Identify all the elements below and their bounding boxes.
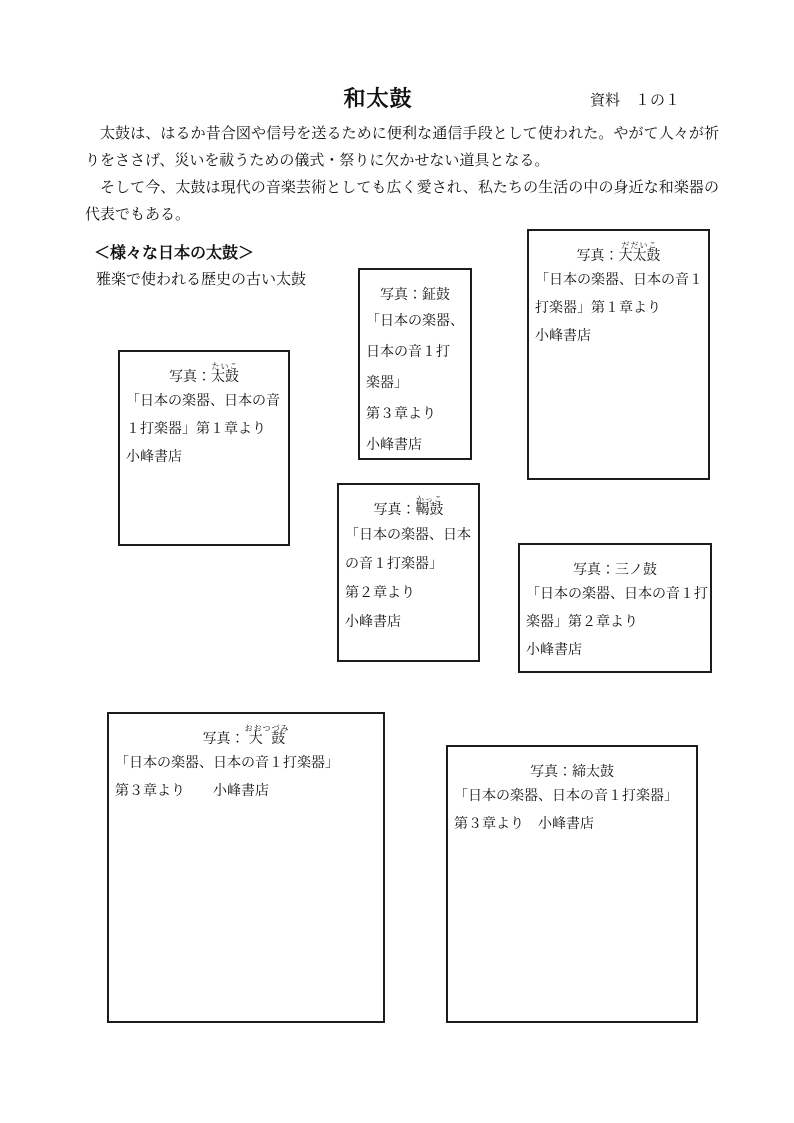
furigana: かっこ xyxy=(415,495,444,504)
photo-title-prefix: 写真： xyxy=(576,249,619,264)
caption-line: 第２章より xyxy=(345,586,415,601)
furigana: たいこ xyxy=(211,362,239,371)
photo-title xyxy=(339,485,478,521)
photo-caption-box-otsuzumi xyxy=(107,712,385,1023)
photo-caption-box-shimedaiko xyxy=(446,745,698,1023)
caption-line: 小峰書店 xyxy=(126,450,182,465)
caption-line: 小峰書店 xyxy=(366,438,422,453)
photo-title xyxy=(120,352,288,388)
photo-title-word xyxy=(416,495,444,518)
photo-subject-name: 締太鼓 xyxy=(572,765,614,780)
photo-title xyxy=(360,270,470,306)
caption-line: 第３章より xyxy=(366,407,436,422)
photo-title-prefix: 写真： xyxy=(169,370,211,385)
photo-subject-name: 太鼓 xyxy=(211,370,239,385)
caption-line: の音１打楽器」 xyxy=(345,557,443,572)
caption-line: １打楽器」第１章より xyxy=(126,422,266,437)
caption-line: 日本の音１打 xyxy=(366,345,450,360)
photo-caption-box-shoko xyxy=(358,268,472,460)
page-title: 和太鼓 xyxy=(343,86,413,111)
photo-title-word xyxy=(211,362,239,385)
caption-line: 「日本の楽器、日本の音１打楽器」 xyxy=(115,756,339,771)
photo-title-prefix: 写真： xyxy=(373,503,416,518)
caption-line: 第３章より 小峰書店 xyxy=(115,784,269,799)
intro-paragraph-2: そして今、太鼓は現代の音楽芸術としても広く愛され、私たちの生活の中の身近な和楽器の代表でもある。 xyxy=(85,180,719,223)
caption-line: 「日本の楽器、日本の音１打楽器」 xyxy=(454,789,678,804)
caption-line: 楽器」第２章より xyxy=(526,615,638,630)
caption-line: 小峰書店 xyxy=(535,329,591,344)
photo-subject-name: 大太鼓 xyxy=(618,249,661,264)
caption-line: 「日本の楽器、日本の音 xyxy=(126,394,280,409)
photo-subject-name: 大鼓 xyxy=(244,732,290,747)
photo-title-word xyxy=(619,241,661,264)
photo-title-word xyxy=(245,724,290,747)
caption-line: 「日本の楽器、日本の音１ xyxy=(535,273,703,288)
caption-line: 打楽器」第１章より xyxy=(535,301,661,316)
caption-line: 「日本の楽器、 xyxy=(366,314,464,329)
section-heading: ＜様々な日本の太鼓＞ xyxy=(94,245,255,262)
caption-line: 「日本の楽器、日本 xyxy=(345,528,471,543)
doc-reference-label: 資料 １の１ xyxy=(590,93,681,109)
intro-paragraph-1: 太鼓は、はるか昔合図や信号を送るために便利な通信手段として使われた。やがて人々が祈りをささげ、災いを祓うための儀式・祭りに欠かせない道具となる。 xyxy=(85,126,719,169)
photo-caption-box-taiko xyxy=(118,350,290,546)
caption-line: 小峰書店 xyxy=(526,643,582,658)
photo-subject-name: 三ノ鼓 xyxy=(615,563,657,578)
caption-line: 楽器」 xyxy=(366,376,408,391)
photo-title-prefix: 写真： xyxy=(202,732,245,747)
photo-title xyxy=(529,231,708,267)
intro-paragraphs xyxy=(85,121,719,229)
caption-line: 第３章より 小峰書店 xyxy=(454,817,594,832)
photo-subject-name: 鉦鼓 xyxy=(422,288,450,303)
photo-title-prefix: 写真： xyxy=(530,765,572,780)
photo-title-prefix: 写真： xyxy=(573,563,615,578)
photo-title xyxy=(520,545,710,581)
caption-line: 「日本の楽器、日本の音１打 xyxy=(526,587,708,602)
photo-caption-box-kakko xyxy=(337,483,480,662)
photo-caption-box-dadaiko xyxy=(527,229,710,480)
caption-line: 小峰書店 xyxy=(345,615,401,630)
photo-title xyxy=(448,747,696,783)
furigana: おおつづみ xyxy=(244,724,290,733)
photo-title xyxy=(109,714,383,750)
photo-title-prefix: 写真： xyxy=(380,288,422,303)
section-subtitle: 雅楽で使われる歴史の古い太鼓 xyxy=(96,272,307,288)
photo-caption-box-sannotsuzumi xyxy=(518,543,712,673)
photo-subject-name: 鞨鼓 xyxy=(415,503,444,518)
furigana: だだいこ xyxy=(618,241,661,250)
